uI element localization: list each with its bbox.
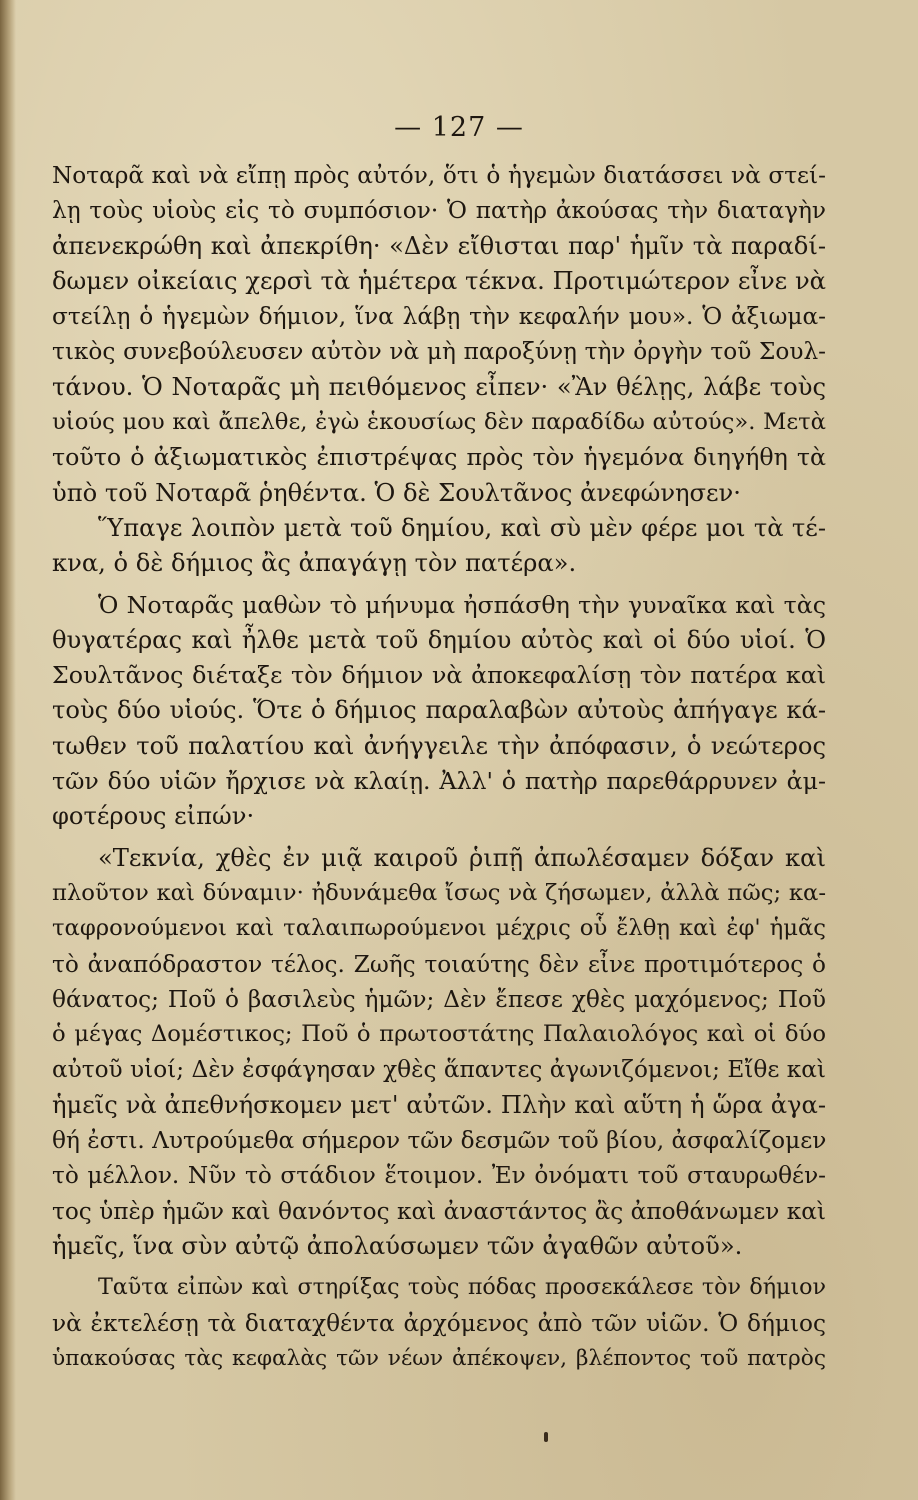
text-line: τάνου. Ὁ Νοταρᾶς μὴ πειθόμενος εἶπεν· «Ἂν θέλῃς, λάβε τοὺς bbox=[52, 372, 826, 401]
text-line: θάνατος; Ποῦ ὁ βασιλεὺς ἡμῶν; Δὲν ἔπεσε χθὲς μαχόμενος; Ποῦ bbox=[52, 985, 826, 1013]
text-line: λῃ τοὺς υἱοὺς εἰς τὸ συμπόσιον· Ὁ πατὴρ ἀκούσας τὴν διαταγὴν bbox=[52, 197, 826, 225]
text-line: Ὕπαγε λοιπὸν μετὰ τοῦ δημίου, καὶ σὺ μὲν φέρε μοι τὰ τέ- bbox=[98, 513, 826, 542]
text-line: στείλῃ ὁ ἡγεμὼν δήμιον, ἵνα λάβῃ τὴν κεφαλήν μου». Ὁ ἀξιωμα- bbox=[52, 303, 826, 331]
text-line: πλοῦτον καὶ δύναμιν· ἠδυνάμεθα ἴσως νὰ ζήσωμεν, ἀλλὰ πῶς; κα- bbox=[52, 879, 826, 906]
text-line: Ταῦτα εἰπὼν καὶ στηρίξας τοὺς πόδας προσεκάλεσε τὸν δήμιον bbox=[98, 1274, 826, 1301]
text-line: τικὸς συνεβούλευσεν αὐτὸν νὰ μὴ παροξύνῃ τὴν ὀργὴν τοῦ Σουλ- bbox=[52, 338, 826, 366]
text-line: ἡμεῖς νὰ ἀπεθνήσκομεν μετ' αὐτῶν. Πλὴν καὶ αὕτη ἡ ὥρα ἀγα- bbox=[52, 1090, 826, 1119]
text-line: ὑπὸ τοῦ Νοταρᾶ ῥηθέντα. Ὁ δὲ Σουλτᾶνος ἀνεφώνησεν· bbox=[52, 478, 741, 507]
text-line: Ὁ Νοταρᾶς μαθὼν τὸ μήνυμα ἠσπάσθη τὴν γυναῖκα καὶ τὰς bbox=[98, 590, 826, 619]
text-line: φοτέρους εἰπών· bbox=[52, 802, 255, 831]
ink-speck bbox=[544, 1432, 548, 1442]
text-line: ἡμεῖς, ἵνα σὺν αὐτῷ ἀπολαύσωμεν τῶν ἀγαθῶν αὐτοῦ». bbox=[52, 1231, 743, 1260]
text-line: θή ἐστι. Λυτρούμεθα σήμερον τῶν δεσμῶν τοῦ βίου, ἀσφαλίζομεν bbox=[52, 1127, 827, 1155]
page-edge-shadow bbox=[0, 0, 16, 1500]
text-line: ὁ μέγας Δομέστικος; Ποῦ ὁ πρωτοστάτης Παλαιολόγος καὶ οἱ δύο bbox=[52, 1021, 826, 1048]
text-line: ταφρονούμενοι καὶ ταλαιπωρούμενοι μέχρις οὗ ἔλθῃ καὶ ἐφ' ἡμᾶς bbox=[52, 915, 826, 942]
text-line: τὸ μέλλον. Νῦν τὸ στάδιον ἕτοιμον. Ἐν ὀνόματι τοῦ σταυρωθέν- bbox=[52, 1162, 826, 1190]
text-line: ὑπακούσας τὰς κεφαλὰς τῶν νέων ἀπέκοψεν, βλέποντος τοῦ πατρὸς bbox=[52, 1345, 826, 1371]
text-line: τοῦτο ὁ ἀξιωματικὸς ἐπιστρέψας πρὸς τὸν ἡγεμόνα διηγήθη τὰ bbox=[52, 443, 826, 472]
page-number: — 127 — bbox=[394, 112, 524, 143]
text-line: τῶν δύο υἱῶν ἤρχισε νὰ κλαίῃ. Ἀλλ' ὁ πατὴρ παρεθάρρυνεν ἀμ- bbox=[52, 767, 826, 796]
text-line: ἀπενεκρώθη καὶ ἀπεκρίθη· «Δὲν εἴθισται παρ' ἡμῖν τὰ παραδί- bbox=[52, 231, 826, 260]
text-line: «Τεκνία, χθὲς ἐν μιᾷ καιροῦ ῥιπῇ ἀπωλέσαμεν δόξαν καὶ bbox=[98, 843, 826, 872]
body-text bbox=[52, 158, 826, 1376]
text-line: θυγατέρας καὶ ἦλθε μετὰ τοῦ δημίου αὐτὸς καὶ οἱ δύο υἱοί. Ὁ bbox=[52, 625, 826, 654]
text-line: τὸ ἀναπόδραστον τέλος. Ζωῆς τοιαύτης δὲν εἶνε προτιμότερος ὁ bbox=[52, 950, 826, 978]
text-line: τωθεν τοῦ παλατίου καὶ ἀνήγγειλε τὴν ἀπόφασιν, ὁ νεώτερος bbox=[52, 731, 826, 760]
text-line: τοὺς δύο υἱούς. Ὅτε ὁ δήμιος παραλαβὼν αὐτοὺς ἀπήγαγε κά- bbox=[52, 696, 826, 725]
text-line: δωμεν οἰκείαις χερσὶ τὰ ἡμέτερα τέκνα. Προτιμώτερον εἶνε νὰ bbox=[52, 266, 826, 295]
text-line: τος ὑπὲρ ἡμῶν καὶ θανόντος καὶ ἀναστάντος ἂς ἀποθάνωμεν καὶ bbox=[52, 1197, 826, 1225]
text-line: νὰ ἐκτελέσῃ τὰ διαταχθέντα ἀρχόμενος ἀπὸ τῶν υἱῶν. Ὁ δήμιος bbox=[52, 1309, 826, 1337]
text-line: υἱούς μου καὶ ἄπελθε, ἐγὼ ἑκουσίως δὲν παραδίδω αὐτούς». Μετὰ bbox=[52, 409, 826, 436]
text-line: Σουλτᾶνος διέταξε τὸν δήμιον νὰ ἀποκεφαλίσῃ τὸν πατέρα καὶ bbox=[52, 661, 826, 690]
text-line: Νοταρᾶ καὶ νὰ εἴπῃ πρὸς αὐτόν, ὅτι ὁ ἡγεμὼν διατάσσει νὰ στεί- bbox=[52, 162, 826, 189]
text-line: κνα, ὁ δὲ δήμιος ἂς ἀπαγάγῃ τὸν πατέρα». bbox=[52, 549, 577, 578]
text-line: αὐτοῦ υἱοί; Δὲν ἐσφάγησαν χθὲς ἅπαντες ἀγωνιζόμενοι; Εἴθε καὶ bbox=[52, 1056, 826, 1084]
